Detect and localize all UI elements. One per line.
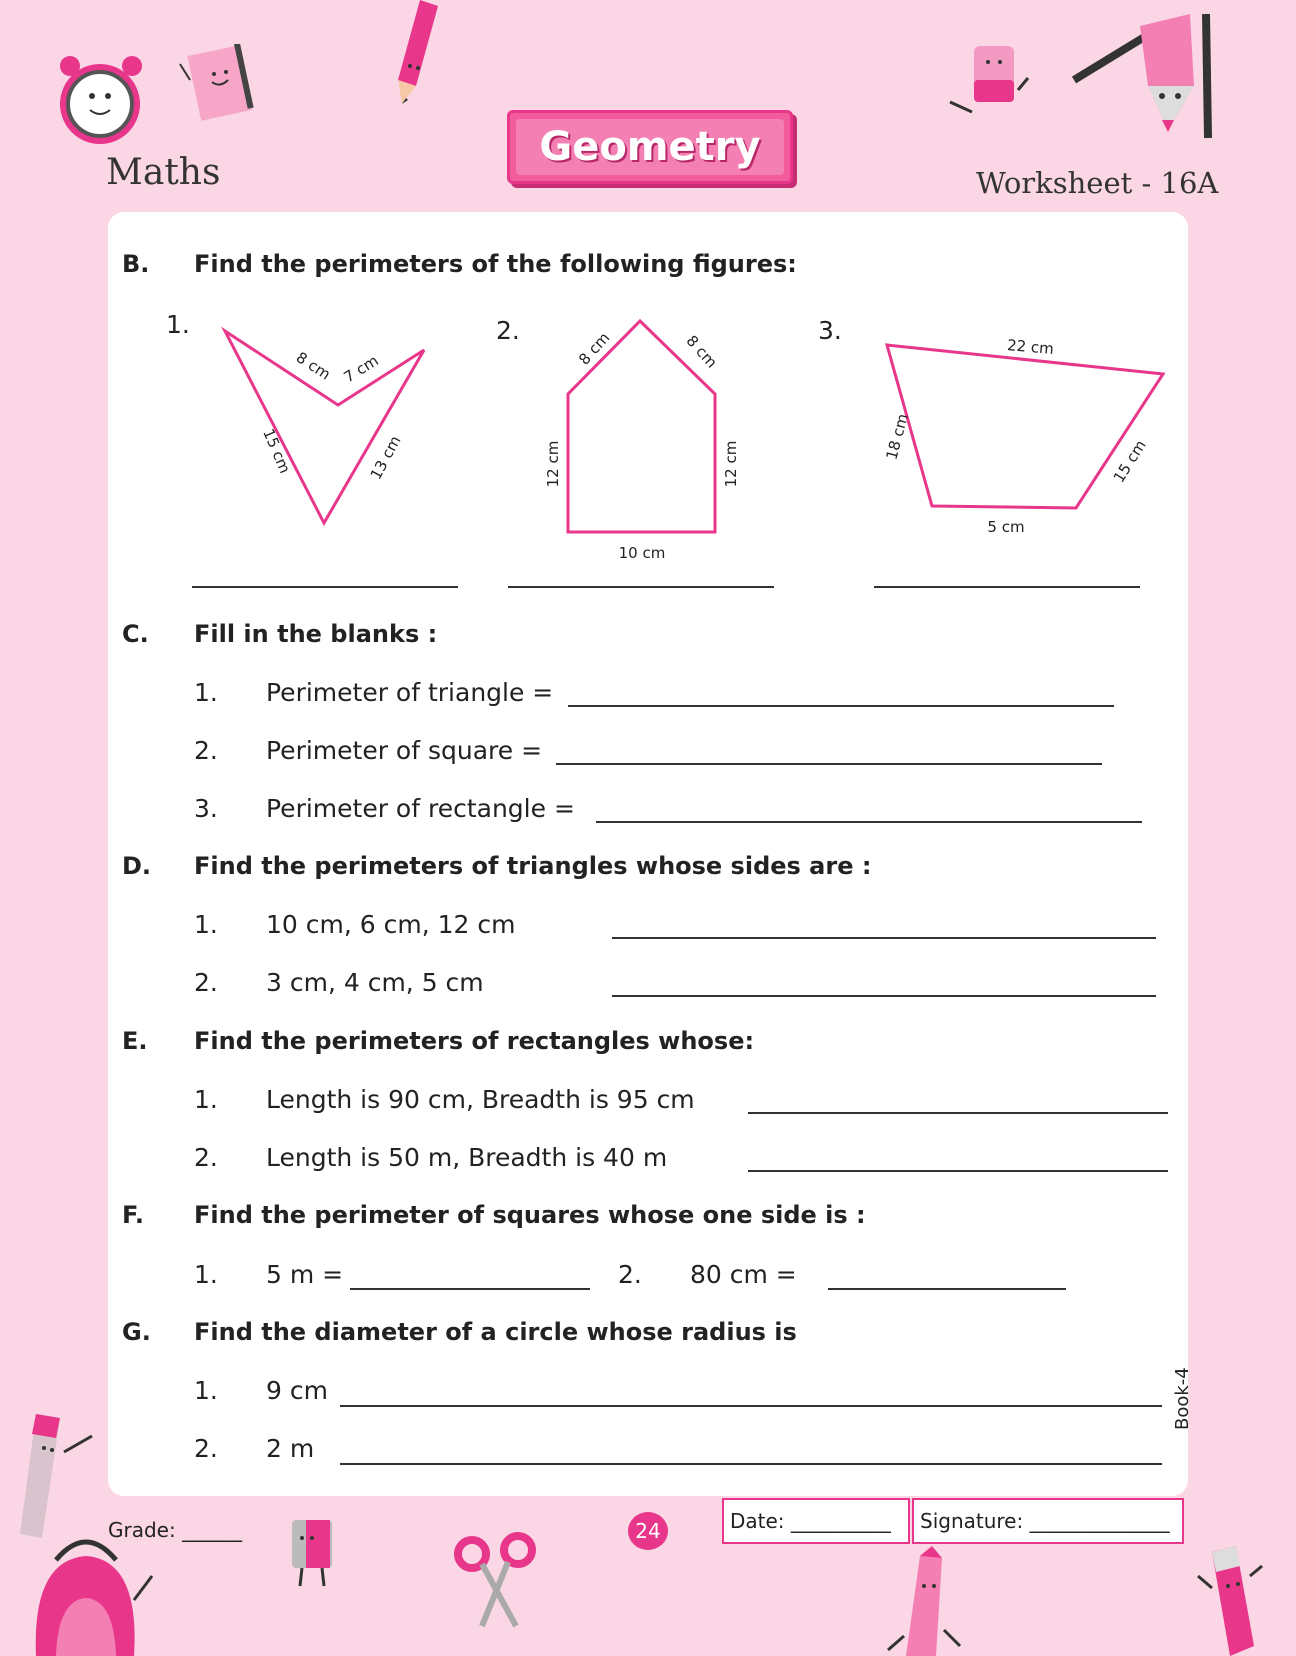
figure-1-shape [200, 310, 440, 540]
figure-1-answer-blank[interactable] [192, 586, 458, 588]
section-d-item-2-text: 3 cm, 4 cm, 5 cm [266, 968, 484, 997]
page-title: Geometry [539, 124, 761, 170]
section-f-item-2-blank[interactable] [828, 1288, 1066, 1290]
scissors-icon [452, 1530, 542, 1630]
section-d-letter: D. [122, 852, 152, 880]
section-c-letter: C. [122, 620, 149, 648]
notepad-icon [176, 44, 260, 128]
figure-2-label-right-roof: 8 cm [682, 331, 721, 372]
section-e-letter: E. [122, 1027, 148, 1055]
section-g-item-2-number: 2. [194, 1434, 218, 1463]
section-e-item-2-number: 2. [194, 1143, 218, 1172]
figure-1-label-top-left: 8 cm [292, 348, 334, 384]
section-e-title: Find the perimeters of rectangles whose: [194, 1027, 755, 1055]
figure-2-answer-blank[interactable] [508, 586, 774, 588]
section-b-title: Find the perimeters of the following figures: [194, 250, 797, 278]
figure-2-label-right-wall: 12 cm [722, 440, 740, 488]
figure-3-number: 3. [818, 316, 842, 345]
section-g-item-1-text: 9 cm [266, 1376, 328, 1405]
pen-icon [1188, 1536, 1268, 1656]
alarm-clock-icon [52, 44, 152, 154]
page-number-badge: 24 [628, 1512, 668, 1550]
section-c-item-2-text: Perimeter of square = [266, 736, 543, 765]
figure-2-label-bottom: 10 cm [618, 544, 666, 562]
section-g-letter: G. [122, 1318, 151, 1346]
section-d-item-2-number: 2. [194, 968, 218, 997]
figure-1-label-top-right: 7 cm [340, 351, 382, 387]
section-f-title: Find the perimeter of squares whose one side is : [194, 1201, 866, 1229]
figure-1-label-right: 13 cm [366, 432, 405, 483]
ruler-icon [8, 1408, 98, 1538]
sharpener-icon [282, 1516, 346, 1588]
section-d-item-2-blank[interactable] [612, 995, 1156, 997]
title-banner [507, 110, 793, 184]
section-e-item-2-text: Length is 50 m, Breadth is 40 m [266, 1143, 668, 1172]
figure-2-label-left-roof: 8 cm [575, 328, 614, 369]
date-field[interactable]: Date: __________ [722, 1498, 910, 1544]
section-e-item-1-text: Length is 90 cm, Breadth is 95 cm [266, 1085, 695, 1114]
section-e-item-1-blank[interactable] [748, 1112, 1168, 1114]
section-c-title: Fill in the blanks : [194, 620, 438, 648]
subject-label: Maths [106, 152, 221, 193]
section-c-item-1-blank[interactable] [568, 705, 1114, 707]
section-f-item-2-text: 80 cm = [690, 1260, 797, 1289]
figure-2-shape [530, 310, 750, 570]
figure-3-shape [870, 310, 1170, 540]
section-e-item-2-blank[interactable] [748, 1170, 1168, 1172]
section-f-item-1-number: 1. [194, 1260, 218, 1289]
figure-2-number: 2. [496, 316, 520, 345]
section-c-item-2-number: 2. [194, 736, 218, 765]
worksheet-label: Worksheet - 16A [976, 166, 1219, 200]
figure-1-label-left: 15 cm [259, 426, 295, 477]
figure-1-number: 1. [166, 310, 190, 339]
section-c-item-3-number: 3. [194, 794, 218, 823]
section-d-title: Find the perimeters of triangles whose sides are : [194, 852, 872, 880]
section-c-item-3-blank[interactable] [596, 821, 1142, 823]
section-f-item-2-number: 2. [618, 1260, 642, 1289]
figure-3-label-top: 22 cm [1006, 336, 1055, 359]
pencil-icon [378, 0, 448, 110]
figure-1-polygon [225, 331, 424, 523]
title-banner-inner [516, 119, 784, 175]
section-c-item-1-number: 1. [194, 678, 218, 707]
backpack-icon [16, 1520, 156, 1656]
figure-3-answer-blank[interactable] [874, 586, 1140, 588]
section-c-item-1-text: Perimeter of triangle = [266, 678, 554, 707]
figure-3-label-bottom: 5 cm [987, 518, 1025, 536]
eraser-icon [944, 40, 1034, 120]
crayon-icon [884, 1546, 964, 1656]
section-g-title: Find the diameter of a circle whose radius is [194, 1318, 797, 1346]
grade-field[interactable]: Grade: ______ [108, 1518, 243, 1542]
figure-3-label-left: 18 cm [882, 411, 912, 462]
section-f-letter: F. [122, 1201, 144, 1229]
section-f-item-1-text: 5 m = [266, 1260, 344, 1289]
section-d-item-1-text: 10 cm, 6 cm, 12 cm [266, 910, 516, 939]
section-f-item-1-blank[interactable] [350, 1288, 590, 1290]
figure-2-label-left-wall: 12 cm [544, 440, 562, 488]
section-e-item-1-number: 1. [194, 1085, 218, 1114]
signature-field[interactable]: Signature: ______________ [912, 1498, 1184, 1544]
section-g-item-1-blank[interactable] [340, 1405, 1162, 1407]
book-label: Book-4 [1172, 1367, 1193, 1430]
section-c-item-3-text: Perimeter of rectangle = [266, 794, 575, 823]
section-d-item-1-blank[interactable] [612, 937, 1156, 939]
section-g-item-1-number: 1. [194, 1376, 218, 1405]
section-g-item-2-blank[interactable] [340, 1463, 1162, 1465]
figure-3-label-right: 15 cm [1109, 436, 1150, 486]
section-d-item-1-number: 1. [194, 910, 218, 939]
section-c-item-2-blank[interactable] [556, 763, 1102, 765]
section-b-letter: B. [122, 250, 150, 278]
pencil-character-icon [1070, 6, 1220, 146]
section-g-item-2-text: 2 m [266, 1434, 315, 1463]
